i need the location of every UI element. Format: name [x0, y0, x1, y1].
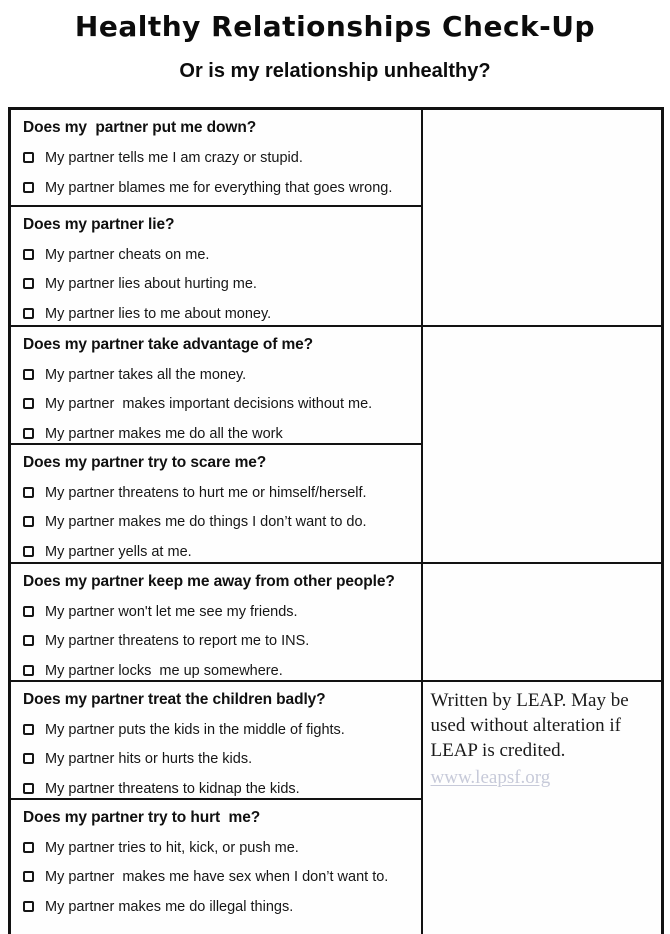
checklist-item — [19, 485, 415, 502]
leapsf-link[interactable]: www.leapsf.org — [430, 766, 551, 788]
checklist-item-label: My partner cheats on me. — [45, 246, 210, 263]
page-subtitle: Or is my relationship unhealthy? — [179, 60, 491, 82]
checklist-item-label: My partner makes me do all the work — [45, 425, 283, 442]
section-header: Does my partner treat the children badly? — [23, 690, 326, 708]
checklist-item-label: My partner tries to hit, kick, or push me. — [45, 839, 299, 856]
checklist-item-label: My partner locks me up somewhere. — [45, 662, 283, 679]
checklist-item — [19, 426, 415, 443]
question-cell-hurt-me — [10, 799, 422, 934]
answer-cell-1 — [422, 109, 663, 326]
checkbox-icon[interactable] — [23, 182, 34, 193]
checkbox-icon[interactable] — [23, 428, 34, 439]
question-cell-scare-me — [10, 444, 422, 563]
checklist-item — [19, 751, 415, 768]
checkbox-icon[interactable] — [23, 783, 34, 794]
checklist-item-label: My partner threatens to hurt me or himself/herself. — [45, 484, 367, 501]
checkbox-icon[interactable] — [23, 308, 34, 319]
checkbox-icon[interactable] — [23, 369, 34, 380]
question-cell-take-advantage — [10, 326, 422, 444]
checklist-item-label: My partner takes all the money. — [45, 366, 247, 383]
checkbox-icon[interactable] — [23, 606, 34, 617]
section-header: Does my partner keep me away from other people? — [23, 572, 395, 590]
checkbox-icon[interactable] — [23, 487, 34, 498]
checklist-item-label: My partner threatens to kidnap the kids. — [45, 780, 300, 797]
checklist-item — [19, 544, 415, 561]
answer-cell-3 — [422, 563, 663, 681]
checklist-item — [19, 180, 415, 197]
checklist-item — [19, 869, 415, 886]
checkbox-icon[interactable] — [23, 871, 34, 882]
answer-cell-2 — [422, 326, 663, 563]
credit-text: Written by LEAP. May be used without alteration if LEAP is credited. — [430, 689, 629, 761]
checklist-item-label: My partner won't let me see my friends. — [45, 603, 298, 620]
checklist-item — [19, 899, 415, 916]
checklist-item-label: My partner makes me do illegal things. — [45, 898, 294, 915]
checklist-item — [19, 396, 415, 413]
checklist-item-label: My partner tells me I am crazy or stupid. — [45, 150, 303, 166]
checkbox-icon[interactable] — [23, 516, 34, 527]
checklist-item — [19, 781, 415, 798]
checklist-item-label: My partner yells at me. — [45, 543, 192, 560]
checklist-item-label: My partner blames me for everything that goes wrong. — [45, 179, 393, 196]
checkbox-icon[interactable] — [23, 546, 34, 557]
checklist-item-label: My partner lies about hurting me. — [45, 276, 257, 293]
checklist-item-label: My partner lies to me about money. — [45, 305, 272, 322]
checklist-item — [19, 722, 415, 739]
checklist-item-label: My partner makes me do things I don’t want to do. — [45, 514, 367, 531]
section-header: Does my partner try to scare me? — [23, 453, 267, 471]
checkbox-icon[interactable] — [23, 278, 34, 289]
question-cell-lie — [10, 206, 422, 326]
question-cell-children — [10, 681, 422, 799]
checklist-item — [19, 633, 415, 650]
checklist-item-label: My partner threatens to report me to INS. — [45, 633, 310, 650]
checklist-item — [19, 663, 415, 680]
section-header: Does my partner try to hurt me? — [23, 808, 261, 826]
page-title: Healthy Relationships Check-Up — [74, 10, 596, 43]
checklist-item — [19, 514, 415, 531]
checkbox-icon[interactable] — [23, 842, 34, 853]
checklist-item — [19, 367, 415, 384]
checkbox-icon[interactable] — [23, 724, 34, 735]
checkbox-icon[interactable] — [23, 249, 34, 260]
checkbox-icon[interactable] — [23, 665, 34, 676]
checklist-item-label: My partner makes important decisions without me. — [45, 396, 373, 413]
checkbox-icon[interactable] — [23, 753, 34, 764]
checkbox-icon[interactable] — [23, 901, 34, 912]
checklist-item — [19, 247, 415, 264]
section-header: Does my partner take advantage of me? — [23, 335, 314, 353]
checklist-item-label: My partner makes me have sex when I don’t want to. — [45, 869, 389, 886]
checkup-table — [8, 107, 664, 934]
checklist-item — [19, 276, 415, 293]
section-header: Does my partner lie? — [23, 215, 175, 233]
checkbox-icon[interactable] — [23, 398, 34, 409]
checklist-item — [19, 840, 415, 857]
checklist-item — [19, 150, 415, 167]
question-cell-keep-away — [10, 563, 422, 681]
checklist-item — [19, 604, 415, 621]
checkbox-icon[interactable] — [23, 152, 34, 163]
checklist-item-label: My partner hits or hurts the kids. — [45, 751, 253, 768]
question-cell-put-me-down — [10, 109, 422, 206]
credit-cell — [422, 681, 663, 934]
checkbox-icon[interactable] — [23, 635, 34, 646]
checklist-item-label: My partner puts the kids in the middle of fights. — [45, 721, 345, 738]
checklist-item — [19, 306, 415, 323]
section-header: Does my partner put me down? — [23, 119, 257, 136]
